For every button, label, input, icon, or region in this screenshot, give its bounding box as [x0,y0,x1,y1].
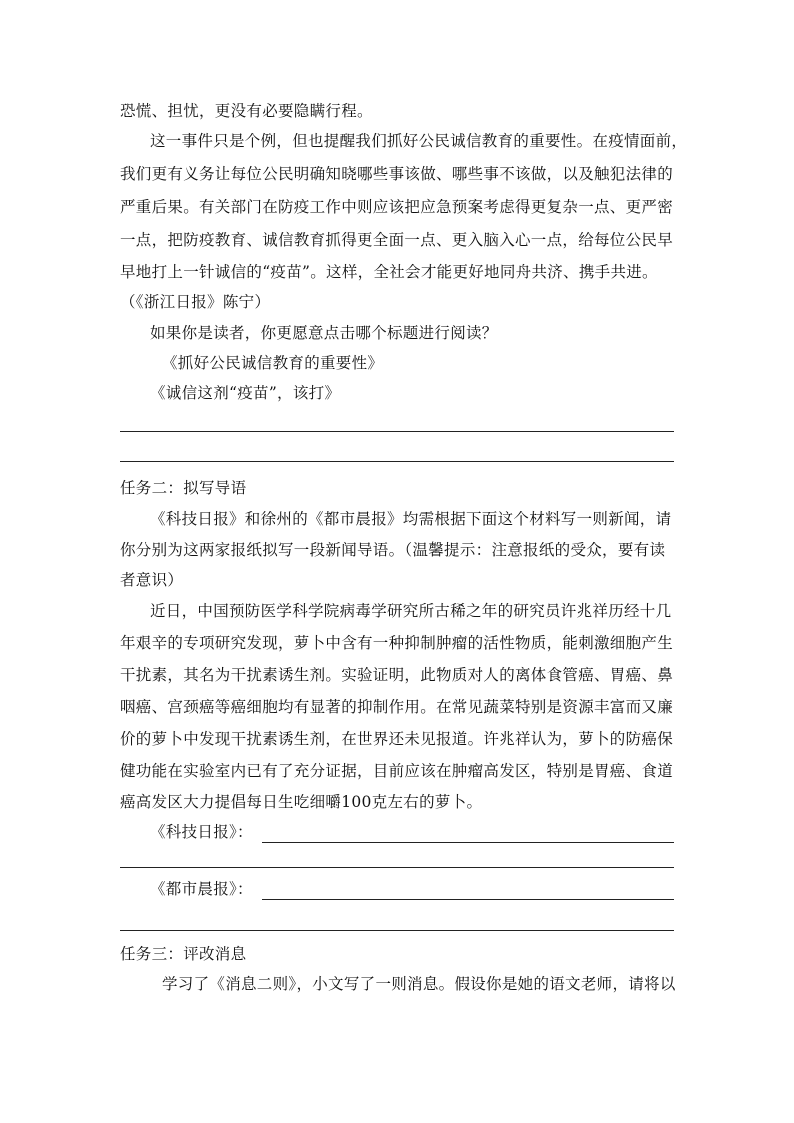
answer-blank-line[interactable] [120,431,674,432]
paragraph-line: 一点，把防疫教育、诚信教育抓得更全面一点、更入脑入心一点，给每位公民早 [120,231,674,249]
paragraph-line: 严重后果。有关部门在防疫工作中则应该把应急预案考虑得更复杂一点、更严密 [120,198,674,216]
answer-row-dushi [150,879,674,901]
task2-prompt-line: 者意识） [120,571,184,589]
task3-title: 任务三：评改消息 [120,945,247,963]
headline-option-1: 《抓好公民诚信教育的重要性》 [162,354,384,372]
task3-text: 学习了《消息二则》，小文写了一则消息。假设你是她的语文老师，请将以 [162,975,676,993]
answer-blank-line[interactable] [120,867,674,868]
material-line: 年艰辛的专项研究发现，萝卜中含有一种抑制肿瘤的活性物质，能刺激细胞产生 [120,634,674,652]
material-line: 价的萝卜中发现干扰素诱生剂，在世界还未见报道。许兆祥认为，萝卜的防癌保 [120,730,674,748]
source-attribution: （《浙江日报》陈宁） [120,293,271,311]
answer-label-dushi: 《都市晨报》： [150,880,253,898]
material-line: 癌高发区大力提倡每日生吃细嚼100克左右的萝卜。 [120,793,483,811]
task2-prompt-line: 你分别为这两家报纸拟写一段新闻导语。（温馨提示：注意报纸的受众，要有读 [120,541,666,559]
answer-blank-line[interactable] [262,899,674,900]
material-line: 健功能在实验室内已有了充分证据，目前应该在肿瘤高发区，特别是胃癌、食道 [120,762,674,780]
paragraph-line: 恐慌、担忧，更没有必要隐瞒行程。 [120,102,373,120]
answer-row-keji [150,822,674,844]
paragraph-line: 这一事件只是个例，但也提醒我们抓好公民诚信教育的重要性。在疫情面前， [150,132,688,150]
material-line: 咽癌、宫颈癌等癌细胞均有显著的抑制作用。在常见蔬菜特别是资源丰富而又廉 [120,698,674,716]
paragraph-line: 早地打上一针诚信的“疫苗”。这样，全社会才能更好地同舟共济、携手共进。 [120,263,658,281]
task2-prompt-line: 《科技日报》和徐州的《都市晨报》均需根据下面这个材料写一则新闻，请 [150,510,672,528]
answer-blank-line[interactable] [120,930,674,931]
answer-blank-line[interactable] [262,842,674,843]
material-line: 干扰素，其名为干扰素诱生剂。实验证明，此物质对人的离体食管癌、胃癌、鼻 [120,666,674,684]
headline-option-2: 《诚信这剂“疫苗”，该打》 [150,384,341,402]
answer-blank-line[interactable] [120,461,674,462]
task2-title: 任务二：拟写导语 [120,479,247,497]
paragraph-line: 我们更有义务让每位公民明确知晓哪些事该做、哪些事不该做，以及触犯法律的 [120,165,674,183]
question-line: 如果你是读者，你更愿意点击哪个标题进行阅读？ [150,324,498,342]
material-line: 近日，中国预防医学科学院病毒学研究所古稀之年的研究员许兆祥历经十几 [150,602,672,620]
answer-label-keji: 《科技日报》： [150,823,253,841]
